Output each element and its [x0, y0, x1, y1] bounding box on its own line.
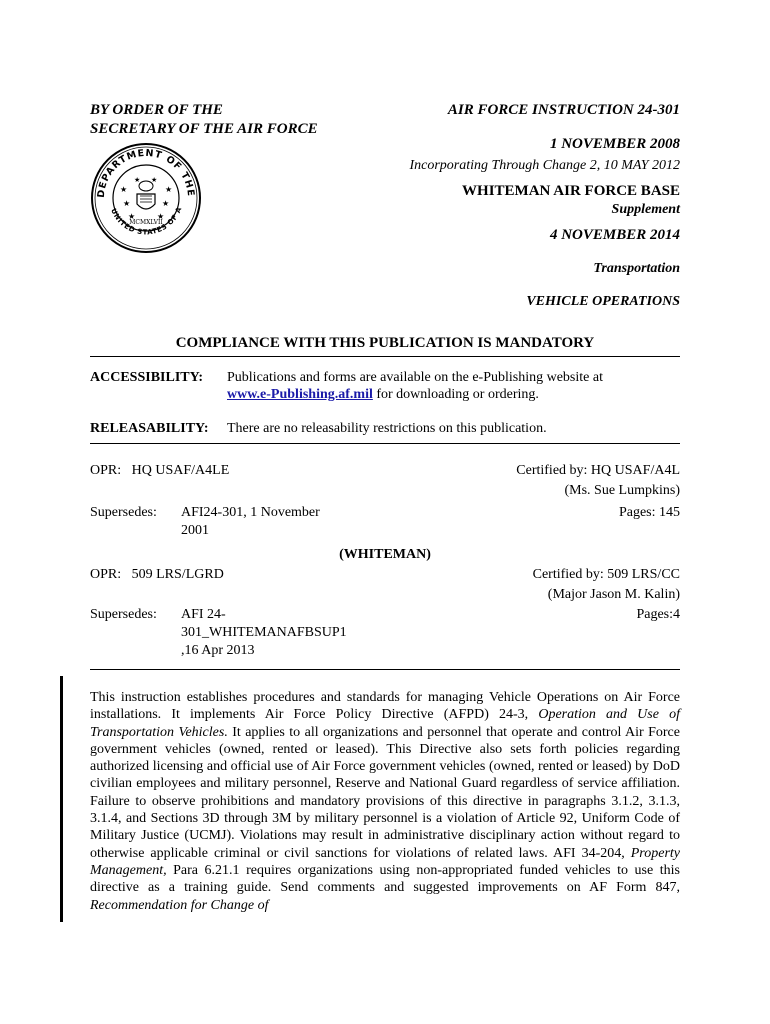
whiteman-supersedes-label: Supersedes: [90, 607, 157, 622]
svg-text:★: ★ [162, 199, 170, 208]
svg-text:★: ★ [128, 212, 136, 221]
publication-title: VEHICLE OPERATIONS [526, 294, 680, 309]
body-italic-3: Recommendation for Change of [90, 897, 269, 913]
certified-by-name: (Ms. Sue Lumpkins) [564, 483, 680, 498]
whiteman-supersedes-line1: AFI 24- [181, 607, 226, 622]
category: Transportation [593, 261, 680, 276]
seal-text-top: DEPARTMENT OF THE [95, 147, 197, 199]
whiteman-page-count: Pages:4 [636, 607, 680, 622]
compliance-statement: COMPLIANCE WITH THIS PUBLICATION IS MANDATORY [175, 335, 595, 351]
change-bar [60, 676, 63, 922]
whiteman-heading: (WHITEMAN) [339, 547, 431, 562]
svg-text:DEPARTMENT OF THE AIR FORCE [90, 142, 196, 198]
supersedes-label: Supersedes: [90, 505, 157, 520]
accessibility-text: Publications and forms are available on the e-Publishing website at [227, 370, 603, 385]
divider [90, 443, 680, 444]
certified-by: Certified by: HQ USAF/A4L [516, 463, 680, 478]
whiteman-supersedes-line3: ,16 Apr 2013 [181, 643, 255, 658]
body-italic-2: Property Management, [90, 845, 680, 878]
seal-year: MCMXLVII [129, 219, 163, 226]
svg-text:★: ★ [151, 176, 158, 184]
accessibility-line2 [227, 386, 680, 404]
page-count: Pages: 145 [618, 505, 680, 520]
releasability-text: There are no releasability restrictions on this publication. [227, 421, 547, 436]
order-line-2: SECRETARY OF THE AIR FORCE [90, 121, 318, 137]
supplement-date: 4 NOVEMBER 2014 [549, 227, 680, 243]
divider [90, 356, 680, 357]
seal-text-bottom: UNITED STATES OF A [109, 205, 184, 237]
svg-text:★: ★ [134, 176, 141, 184]
svg-text:★: ★ [123, 199, 131, 208]
opr: OPR: HQ USAF/A4LE [90, 463, 230, 478]
purpose-paragraph [90, 689, 680, 914]
air-force-seal [90, 142, 202, 254]
divider [90, 669, 680, 670]
order-line-1: BY ORDER OF THE [90, 102, 223, 118]
svg-text:★: ★ [120, 185, 128, 194]
instruction-number: AIR FORCE INSTRUCTION 24-301 [447, 102, 680, 118]
svg-text:★: ★ [165, 185, 173, 194]
body-italic-1: Operation and Use of Transportation Vehicles. [90, 707, 680, 740]
supplement-label: Supplement [611, 202, 680, 217]
svg-text:★: ★ [157, 212, 165, 221]
supersedes-value-line1: AFI24-301, 1 November [181, 505, 320, 520]
whiteman-certified-by-name: (Major Jason M. Kalin) [547, 587, 680, 602]
body-text-2: It applies to all organizations and personnel that operate and control Air Force government vehicles (owned, rented or leased). This Directive also sets forth policies regarding authorized licensing and official use of Air Force government vehicles (owned, rented or leased) by DoD civilian employees and military personnel, Reserve and National Guard regardless of service affiliation. Failure to observe prohibitions and mandatory provisions of this directive in paragraphs 3.1.2, 3.1.3, 3.1.4, and Sections 3D through 3M by military personnel is a violation of Article 92, Uniform Code of Military Justice (UCMJ). Violations may result in administrative disciplinary action without regard to otherwise applicable criminal or civil sanctions for violations of related laws. AFI 34-204, [90, 724, 680, 861]
whiteman-supersedes-line2: 301_WHITEMANAFBSUP1 [181, 625, 347, 640]
accessibility-text-2: for downloading or ordering. [372, 387, 539, 402]
whiteman-certified-by: Certified by: 509 LRS/CC [532, 567, 680, 582]
supersedes-value-line2: 2001 [181, 523, 209, 538]
body-text-1: This instruction establishes procedures and standards for managing Vehicle Operations on Air Force installations. It implements Air Force Policy Directive (AFPD) 24-3, [90, 690, 680, 723]
base-name: WHITEMAN AIR FORCE BASE [462, 183, 680, 199]
body-text-3: Para 6.21.1 requires organizations using non-appropriated funded vehicles to use this directive as a training guide. Send comments and suggested improvements on AF Form 847, [90, 862, 680, 896]
change-line: Incorporating Through Change 2, 10 MAY 2012 [409, 158, 680, 173]
instruction-date: 1 NOVEMBER 2008 [549, 136, 680, 152]
whiteman-opr: OPR: 509 LRS/LGRD [90, 567, 224, 582]
e-publishing-link[interactable]: www.e-Publishing.af.mil [227, 387, 373, 402]
releasability-label: RELEASABILITY: [90, 421, 209, 436]
accessibility-label: ACCESSIBILITY: [90, 370, 204, 385]
